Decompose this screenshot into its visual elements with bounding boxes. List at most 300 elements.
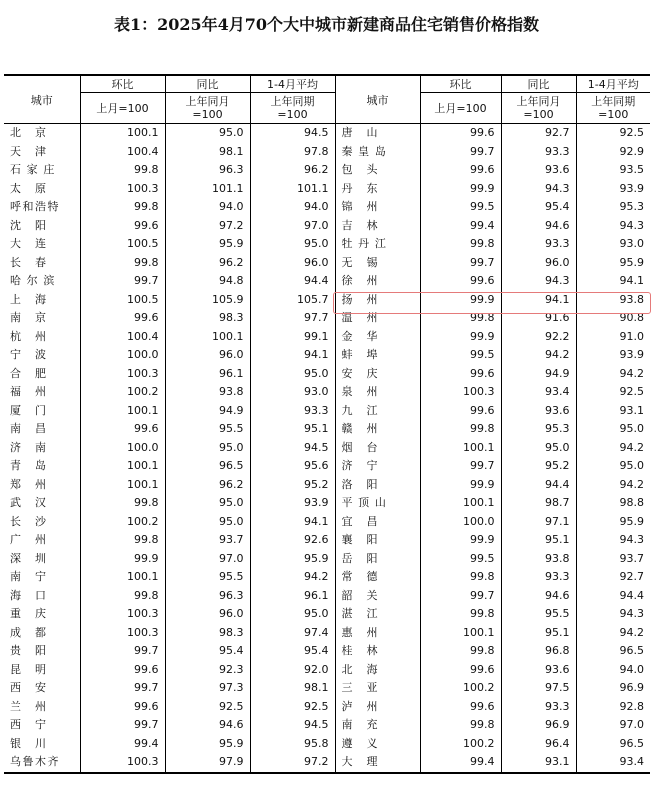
yoy-value-cell: 96.9: [501, 716, 576, 735]
mom-value-cell: 99.8: [420, 309, 501, 328]
avg-value-cell: 94.1: [576, 272, 650, 291]
mom-value-cell: 99.7: [80, 716, 165, 735]
mom-value-cell: 99.4: [420, 753, 501, 773]
city-cell: [4, 642, 80, 661]
city-name: 泉 州: [341, 385, 378, 398]
city-name: 乌 鲁 木 齐: [10, 755, 59, 768]
mom-value-cell: 100.2: [420, 679, 501, 698]
city-name: 南 宁: [10, 570, 46, 583]
yoy-value-cell: 96.8: [501, 642, 576, 661]
mom-value-cell: 99.6: [420, 365, 501, 384]
mom-value-cell: 99.8: [80, 198, 165, 217]
yoy-value-cell: 97.5: [501, 679, 576, 698]
city-cell: [4, 235, 80, 254]
yoy-value-cell: 95.0: [501, 439, 576, 458]
city-cell: [335, 365, 420, 384]
table-row: [4, 217, 650, 236]
mom-value-cell: 99.8: [420, 716, 501, 735]
table-row: [4, 457, 650, 476]
city-name: 上 海: [10, 292, 46, 306]
city-cell: [335, 735, 420, 754]
yoy-value-cell: 93.1: [501, 753, 576, 773]
header-city: 城市: [4, 75, 80, 124]
mom-value-cell: 100.5: [80, 291, 165, 310]
mom-value-cell: 99.6: [420, 272, 501, 291]
city-cell: [4, 605, 80, 624]
avg-value-cell: 97.4: [250, 624, 335, 643]
city-name: 济 宁: [341, 459, 378, 472]
mom-value-cell: 99.6: [80, 217, 165, 236]
avg-value-cell: 93.9: [576, 346, 650, 365]
header-yoy: 同比: [165, 75, 250, 93]
table-row: [4, 531, 650, 550]
yoy-value-cell: 97.3: [165, 679, 250, 698]
avg-value-cell: 97.0: [576, 716, 650, 735]
avg-value-cell: 95.0: [576, 420, 650, 439]
city-name: 湛 江: [341, 607, 378, 620]
yoy-value-cell: 95.0: [165, 439, 250, 458]
city-cell: [335, 476, 420, 495]
avg-value-cell: 98.8: [576, 494, 650, 513]
yoy-value-cell: 95.0: [165, 513, 250, 532]
yoy-value-cell: 98.3: [165, 309, 250, 328]
mom-value-cell: 100.0: [80, 439, 165, 458]
header-yoy-sub-text: 上年同月 =100: [516, 95, 561, 121]
city-cell: [335, 513, 420, 532]
city-name: 无 锡: [341, 255, 378, 269]
city-cell: [335, 605, 420, 624]
city-name: 福 州: [10, 385, 46, 398]
city-name: 徐 州: [341, 274, 378, 287]
highlight-box-yangzhou: [333, 292, 651, 314]
avg-value-cell: 94.3: [576, 605, 650, 624]
yoy-value-cell: 93.3: [501, 698, 576, 717]
table-row: [4, 587, 650, 606]
mom-value-cell: 99.7: [420, 143, 501, 162]
mom-value-cell: 100.1: [420, 494, 501, 513]
yoy-value-cell: 98.7: [501, 494, 576, 513]
mom-value-cell: 100.1: [80, 402, 165, 421]
avg-value-cell: 95.1: [250, 420, 335, 439]
city-name: 大 理: [341, 755, 378, 768]
avg-value-cell: 94.1: [250, 346, 335, 365]
table-row: [4, 568, 650, 587]
avg-value-cell: 92.0: [250, 661, 335, 680]
city-name: 昆 明: [10, 662, 46, 676]
avg-value-cell: 95.2: [250, 476, 335, 495]
city-cell: [4, 735, 80, 754]
table-row: [4, 161, 650, 180]
city-cell: [335, 198, 420, 217]
city-cell: [335, 753, 420, 773]
city-cell: [335, 346, 420, 365]
city-name: 赣 州: [341, 422, 378, 435]
city-cell: [4, 254, 80, 273]
yoy-value-cell: 94.9: [165, 402, 250, 421]
city-cell: [4, 328, 80, 347]
table-row: [4, 494, 650, 513]
avg-value-cell: 94.0: [576, 661, 650, 680]
mom-value-cell: 100.0: [80, 346, 165, 365]
mom-value-cell: 99.6: [80, 420, 165, 439]
table-row: [4, 272, 650, 291]
city-cell: [4, 494, 80, 513]
avg-value-cell: 96.5: [576, 642, 650, 661]
city-cell: [335, 716, 420, 735]
table-row: [4, 365, 650, 384]
city-cell: [335, 235, 420, 254]
avg-value-cell: 95.0: [250, 235, 335, 254]
mom-value-cell: 99.8: [80, 161, 165, 180]
mom-value-cell: 99.8: [420, 235, 501, 254]
city-cell: [4, 143, 80, 162]
mom-value-cell: 99.7: [420, 587, 501, 606]
table-row: [4, 698, 650, 717]
city-name: 呼 和 浩 特: [10, 200, 59, 213]
yoy-value-cell: 92.3: [165, 661, 250, 680]
mom-value-cell: 100.4: [80, 143, 165, 162]
city-cell: [4, 291, 80, 310]
mom-value-cell: 100.1: [80, 568, 165, 587]
table-row: [4, 254, 650, 273]
city-name: 牡 丹 江: [341, 237, 386, 250]
avg-value-cell: 95.9: [576, 513, 650, 532]
avg-value-cell: 95.9: [250, 550, 335, 569]
city-name: 西 宁: [10, 718, 46, 731]
table-row: [4, 180, 650, 199]
mom-value-cell: 99.6: [420, 698, 501, 717]
header-mom-sub: 上月=100: [80, 93, 165, 124]
city-name: 秦 皇 岛: [341, 144, 386, 158]
city-name: 南 京: [10, 311, 46, 324]
city-cell: [335, 550, 420, 569]
header-yoy-sub-text: 上年同月 =100: [185, 95, 230, 121]
header-mom-sub: 上月=100: [420, 93, 501, 124]
avg-value-cell: 93.0: [576, 235, 650, 254]
city-name: 桂 林: [341, 644, 378, 657]
city-cell: [4, 513, 80, 532]
table-row: [4, 420, 650, 439]
avg-value-cell: 96.1: [250, 587, 335, 606]
mom-value-cell: 100.2: [80, 513, 165, 532]
city-cell: [4, 476, 80, 495]
yoy-value-cell: 95.9: [165, 235, 250, 254]
city-cell: [4, 383, 80, 402]
city-cell: [335, 661, 420, 680]
yoy-value-cell: 96.0: [501, 254, 576, 273]
table-row: [4, 753, 650, 773]
city-name: 天 津: [10, 144, 46, 158]
avg-value-cell: 95.0: [576, 457, 650, 476]
yoy-value-cell: 97.1: [501, 513, 576, 532]
yoy-value-cell: 95.5: [165, 568, 250, 587]
mom-value-cell: 100.4: [80, 328, 165, 347]
mom-value-cell: 99.8: [80, 531, 165, 550]
yoy-value-cell: 93.6: [501, 661, 576, 680]
mom-value-cell: 99.8: [420, 605, 501, 624]
mom-value-cell: 99.7: [420, 254, 501, 273]
yoy-value-cell: 93.7: [165, 531, 250, 550]
city-name: 岳 阳: [341, 551, 378, 565]
city-name: 深 圳: [10, 551, 46, 565]
mom-value-cell: 99.7: [80, 272, 165, 291]
city-name: 武 汉: [10, 496, 46, 509]
city-cell: [4, 272, 80, 291]
mom-value-cell: 99.8: [80, 494, 165, 513]
city-cell: [4, 753, 80, 773]
avg-value-cell: 92.5: [250, 698, 335, 717]
yoy-value-cell: 94.3: [501, 272, 576, 291]
city-name: 襄 阳: [341, 533, 378, 546]
table-row: [4, 513, 650, 532]
city-name: 九 江: [341, 403, 378, 417]
city-name: 广 州: [10, 533, 46, 546]
yoy-value-cell: 95.3: [501, 420, 576, 439]
mom-value-cell: 99.5: [420, 198, 501, 217]
city-name: 洛 阳: [341, 477, 378, 491]
yoy-value-cell: 105.9: [165, 291, 250, 310]
city-cell: [4, 698, 80, 717]
city-name: 常 德: [341, 570, 378, 583]
city-name: 重 庆: [10, 607, 46, 620]
city-name: 石 家 庄: [10, 163, 55, 176]
avg-value-cell: 93.0: [250, 383, 335, 402]
city-cell: [335, 272, 420, 291]
header-avg: 1-4月平均: [250, 75, 335, 93]
city-cell: [4, 346, 80, 365]
header-avg-sub-text: 上年同期 =100: [591, 95, 636, 121]
avg-value-cell: 97.0: [250, 217, 335, 236]
header-avg-sub-text: 上年同期 =100: [270, 95, 315, 121]
city-cell: [4, 661, 80, 680]
table-row: [4, 661, 650, 680]
city-name: 安 庆: [341, 366, 378, 380]
yoy-value-cell: 92.2: [501, 328, 576, 347]
city-name: 长 春: [10, 255, 46, 269]
city-cell: [4, 124, 80, 143]
city-name: 济 南: [10, 440, 46, 454]
mom-value-cell: 99.9: [420, 291, 501, 310]
city-cell: [4, 624, 80, 643]
mom-value-cell: 100.1: [80, 457, 165, 476]
mom-value-cell: 99.7: [80, 642, 165, 661]
yoy-value-cell: 96.4: [501, 735, 576, 754]
yoy-value-cell: 96.2: [165, 254, 250, 273]
avg-value-cell: 92.6: [250, 531, 335, 550]
mom-value-cell: 100.3: [80, 753, 165, 773]
mom-value-cell: 99.9: [80, 550, 165, 569]
header-yoy: 同比: [501, 75, 576, 93]
city-cell: [335, 254, 420, 273]
avg-value-cell: 96.0: [250, 254, 335, 273]
avg-value-cell: 94.5: [250, 124, 335, 143]
avg-value-cell: 94.2: [576, 624, 650, 643]
yoy-value-cell: 93.3: [501, 235, 576, 254]
city-name: 平 顶 山: [341, 496, 386, 509]
mom-value-cell: 99.4: [80, 735, 165, 754]
city-cell: [4, 309, 80, 328]
price-index-table: [4, 74, 650, 774]
mom-value-cell: 100.1: [420, 439, 501, 458]
table-row: [4, 402, 650, 421]
yoy-value-cell: 94.2: [501, 346, 576, 365]
avg-value-cell: 99.1: [250, 328, 335, 347]
avg-value-cell: 94.1: [250, 513, 335, 532]
city-name: 扬 州: [341, 292, 378, 306]
avg-value-cell: 93.7: [576, 550, 650, 569]
city-name: 长 沙: [10, 514, 46, 528]
city-cell: [4, 402, 80, 421]
city-cell: [4, 550, 80, 569]
city-name: 西 安: [10, 681, 46, 694]
yoy-value-cell: 94.8: [165, 272, 250, 291]
mom-value-cell: 100.2: [80, 383, 165, 402]
city-cell: [335, 624, 420, 643]
city-name: 温 州: [341, 311, 378, 324]
avg-value-cell: 95.3: [576, 198, 650, 217]
avg-value-cell: 95.6: [250, 457, 335, 476]
table-row: [4, 550, 650, 569]
header-yoy-sub: [165, 93, 250, 124]
yoy-value-cell: 93.6: [501, 402, 576, 421]
avg-value-cell: 97.7: [250, 309, 335, 328]
yoy-value-cell: 92.5: [165, 698, 250, 717]
avg-value-cell: 91.0: [576, 328, 650, 347]
city-cell: [335, 180, 420, 199]
avg-value-cell: 96.2: [250, 161, 335, 180]
city-name: 贵 阳: [10, 644, 46, 657]
yoy-value-cell: 95.1: [501, 531, 576, 550]
city-cell: [335, 439, 420, 458]
city-cell: [4, 217, 80, 236]
mom-value-cell: 99.5: [420, 346, 501, 365]
city-cell: [4, 420, 80, 439]
city-cell: [4, 457, 80, 476]
table-row: [4, 383, 650, 402]
avg-value-cell: 94.5: [250, 716, 335, 735]
city-cell: [335, 568, 420, 587]
avg-value-cell: 93.9: [250, 494, 335, 513]
mom-value-cell: 100.1: [420, 624, 501, 643]
yoy-value-cell: 93.6: [501, 161, 576, 180]
yoy-value-cell: 96.0: [165, 605, 250, 624]
mom-value-cell: 100.2: [420, 735, 501, 754]
city-name: 郑 州: [10, 477, 46, 491]
header-mom: 环比: [420, 75, 501, 93]
city-cell: [4, 531, 80, 550]
avg-value-cell: 90.8: [576, 309, 650, 328]
mom-value-cell: 100.3: [80, 624, 165, 643]
avg-value-cell: 93.5: [576, 161, 650, 180]
city-cell: [335, 642, 420, 661]
city-name: 遵 义: [341, 736, 378, 750]
avg-value-cell: 94.2: [576, 476, 650, 495]
mom-value-cell: 99.9: [420, 180, 501, 199]
yoy-value-cell: 93.4: [501, 383, 576, 402]
city-cell: [4, 587, 80, 606]
avg-value-cell: 105.7: [250, 291, 335, 310]
yoy-value-cell: 95.0: [165, 124, 250, 143]
yoy-value-cell: 98.1: [165, 143, 250, 162]
yoy-value-cell: 95.9: [165, 735, 250, 754]
avg-value-cell: 92.5: [576, 124, 650, 143]
yoy-value-cell: 98.3: [165, 624, 250, 643]
yoy-value-cell: 94.6: [501, 587, 576, 606]
avg-value-cell: 97.8: [250, 143, 335, 162]
city-name: 金 华: [341, 329, 378, 343]
avg-value-cell: 94.4: [576, 587, 650, 606]
city-cell: [335, 161, 420, 180]
avg-value-cell: 97.2: [250, 753, 335, 773]
city-name: 韶 关: [341, 588, 378, 602]
avg-value-cell: 98.1: [250, 679, 335, 698]
city-cell: [335, 679, 420, 698]
table-row: [4, 716, 650, 735]
city-name: 吉 林: [341, 218, 378, 232]
table-row: [4, 143, 650, 162]
city-cell: [335, 420, 420, 439]
city-cell: [4, 161, 80, 180]
city-name: 银 川: [10, 736, 46, 750]
city-name: 南 昌: [10, 422, 46, 435]
yoy-value-cell: 96.3: [165, 161, 250, 180]
city-cell: [335, 217, 420, 236]
avg-value-cell: 94.2: [576, 365, 650, 384]
mom-value-cell: 99.5: [420, 550, 501, 569]
avg-value-cell: 92.8: [576, 698, 650, 717]
yoy-value-cell: 91.6: [501, 309, 576, 328]
city-name: 北 海: [341, 662, 378, 676]
mom-value-cell: 99.9: [420, 531, 501, 550]
city-name: 蚌 埠: [341, 348, 378, 361]
table-row: [4, 679, 650, 698]
yoy-value-cell: 93.3: [501, 568, 576, 587]
yoy-value-cell: 94.4: [501, 476, 576, 495]
header-city: 城市: [335, 75, 420, 124]
yoy-value-cell: 94.6: [501, 217, 576, 236]
mom-value-cell: 99.6: [80, 698, 165, 717]
mom-value-cell: 100.1: [80, 476, 165, 495]
yoy-value-cell: 95.5: [501, 605, 576, 624]
mom-value-cell: 99.6: [420, 124, 501, 143]
table-row: [4, 735, 650, 754]
page-title: 表1：2025年4月70个大中城市新建商品住宅销售价格指数: [113, 15, 540, 34]
yoy-value-cell: 95.0: [165, 494, 250, 513]
mom-value-cell: 100.1: [80, 124, 165, 143]
city-cell: [4, 180, 80, 199]
table-row: [4, 198, 650, 217]
avg-value-cell: 92.5: [576, 383, 650, 402]
city-name: 宁 波: [10, 348, 46, 361]
avg-value-cell: 95.0: [250, 365, 335, 384]
city-cell: [335, 457, 420, 476]
mom-value-cell: 99.6: [420, 161, 501, 180]
city-name: 包 头: [341, 163, 378, 176]
mom-value-cell: 99.4: [420, 217, 501, 236]
city-name: 三 亚: [341, 681, 378, 694]
city-cell: [4, 716, 80, 735]
city-name: 海 口: [10, 588, 46, 602]
yoy-value-cell: 95.5: [165, 420, 250, 439]
mom-value-cell: 100.3: [80, 365, 165, 384]
city-name: 烟 台: [341, 440, 378, 454]
city-name: 兰 州: [10, 699, 46, 713]
header-avg: 1-4月平均: [576, 75, 650, 93]
avg-value-cell: 95.4: [250, 642, 335, 661]
city-name: 惠 州: [341, 625, 378, 639]
city-cell: [4, 679, 80, 698]
city-name: 北 京: [10, 126, 46, 139]
